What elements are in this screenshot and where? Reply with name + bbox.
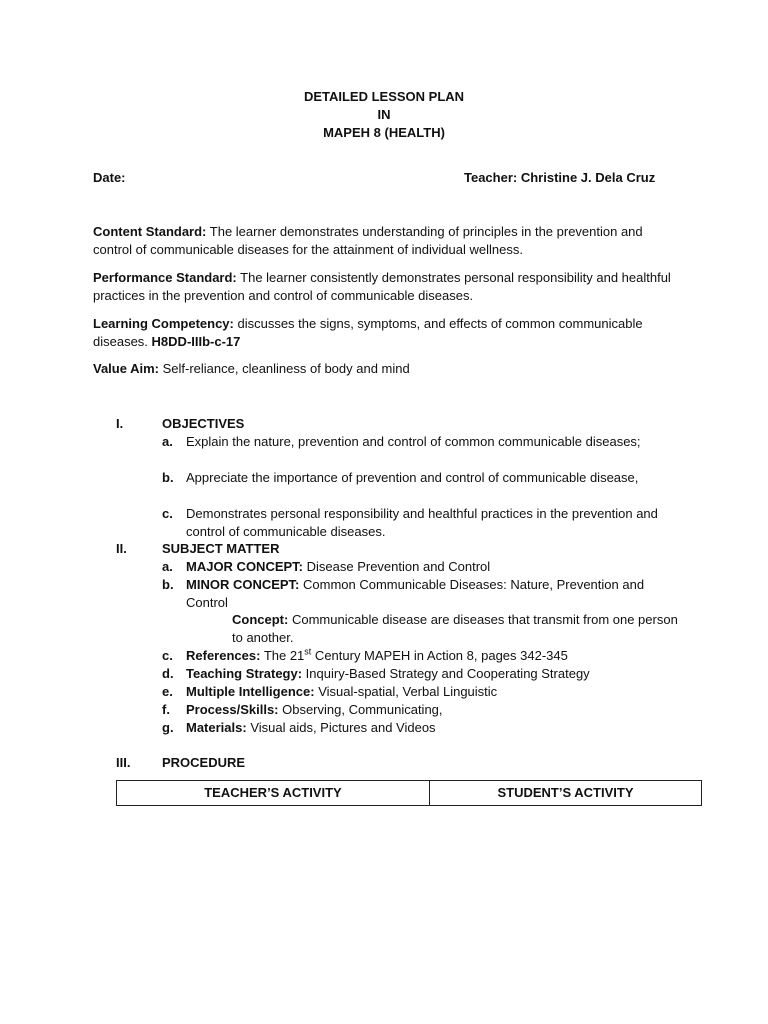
references-superscript: st (304, 646, 312, 657)
references-text-post: Century MAPEH in Action 8, pages 342-345 (311, 648, 568, 663)
section-title-procedure: PROCEDURE (162, 755, 246, 770)
item-letter: b. (162, 577, 174, 592)
performance-standard-text: The learner consistently demonstrates personal responsibility and healthful practices in the prevention and control of communicable diseases. (93, 270, 671, 303)
section-number-procedure: III. (116, 755, 131, 770)
multiple-intelligence-item (162, 683, 682, 701)
minor-concept-text: Common Communicable Diseases: Nature, Prevention and Control (186, 577, 645, 610)
major-concept-text: Disease Prevention and Control (303, 559, 491, 574)
minor-concept-label: MINOR CONCEPT: (186, 577, 300, 592)
references-item (162, 647, 682, 665)
objective-item (162, 505, 682, 541)
item-letter: f. (162, 702, 170, 717)
process-skills-label: Process/Skills: (186, 702, 279, 717)
teacher-activity-header: TEACHER’S ACTIVITY (117, 781, 430, 806)
objective-text: Appreciate the importance of prevention and control of communicable disease, (186, 470, 639, 485)
objective-item (162, 433, 682, 451)
teacher-label: Teacher: Christine J. Dela Cruz (464, 170, 656, 185)
materials-item (162, 719, 682, 737)
major-concept-label: MAJOR CONCEPT: (186, 559, 304, 574)
section-number-objectives: I. (116, 416, 124, 431)
doc-title-line-1: DETAILED LESSON PLAN (303, 89, 465, 104)
value-aim-text: Self-reliance, cleanliness of body and mind (158, 361, 410, 376)
learning-competency-text: discusses the signs, symptoms, and effects of common communicable diseases. (93, 316, 643, 349)
objective-text: Demonstrates personal responsibility and healthful practices in the prevention and control of communicable diseases. (186, 506, 658, 539)
date-label: Date: (93, 170, 126, 185)
objective-item (162, 469, 682, 487)
learning-competency-label: Learning Competency: (93, 316, 234, 331)
learning-competency (93, 315, 683, 351)
teaching-strategy-item (162, 665, 682, 683)
objective-letter: a. (162, 434, 173, 449)
process-skills-item (162, 701, 682, 719)
item-letter: c. (162, 648, 173, 663)
concept-definition (232, 611, 682, 647)
objective-text: Explain the nature, prevention and control of common communicable diseases; (186, 434, 641, 449)
teaching-strategy-text: Inquiry-Based Strategy and Cooperating Strategy (302, 666, 590, 681)
doc-title-line-3: MAPEH 8 (HEALTH) (323, 125, 445, 140)
performance-standard (93, 269, 683, 305)
multiple-intelligence-label: Multiple Intelligence: (186, 684, 315, 699)
item-letter: g. (162, 720, 174, 735)
value-aim-label: Value Aim: (93, 361, 159, 376)
multiple-intelligence-text: Visual-spatial, Verbal Linguistic (314, 684, 498, 699)
item-letter: e. (162, 684, 173, 699)
minor-concept-item (162, 576, 682, 612)
objective-letter: b. (162, 470, 174, 485)
value-aim (93, 360, 683, 378)
performance-standard-label: Performance Standard: (93, 270, 237, 285)
concept-text: Communicable disease are diseases that transmit from one person to another. (232, 612, 678, 645)
student-activity-header: STUDENT’S ACTIVITY (429, 781, 701, 806)
content-standard-text: The learner demonstrates understanding of principles in the prevention and control of communicable diseases for the attainment of individual wellness. (93, 224, 643, 257)
section-title-objectives: OBJECTIVES (162, 416, 245, 431)
concept-label: Concept: (232, 612, 289, 627)
references-text-pre: The 21 (260, 648, 305, 663)
major-concept-item (162, 558, 682, 576)
section-title-subject-matter: SUBJECT MATTER (162, 541, 280, 556)
procedure-table (116, 780, 702, 806)
teaching-strategy-label: Teaching Strategy: (186, 666, 303, 681)
materials-text: Visual aids, Pictures and Videos (246, 720, 436, 735)
item-letter: d. (162, 666, 174, 681)
doc-title-line-2: IN (377, 107, 391, 122)
procedure-table-header-row (117, 781, 702, 806)
section-number-subject-matter: II. (116, 541, 127, 556)
item-letter: a. (162, 559, 173, 574)
content-standard (93, 223, 683, 259)
content-standard-label: Content Standard: (93, 224, 207, 239)
objective-letter: c. (162, 506, 173, 521)
materials-label: Materials: (186, 720, 247, 735)
process-skills-text: Observing, Communicating, (278, 702, 443, 717)
references-label: References: (186, 648, 261, 663)
learning-competency-code: H8DD-IIIb-c-17 (151, 334, 241, 349)
